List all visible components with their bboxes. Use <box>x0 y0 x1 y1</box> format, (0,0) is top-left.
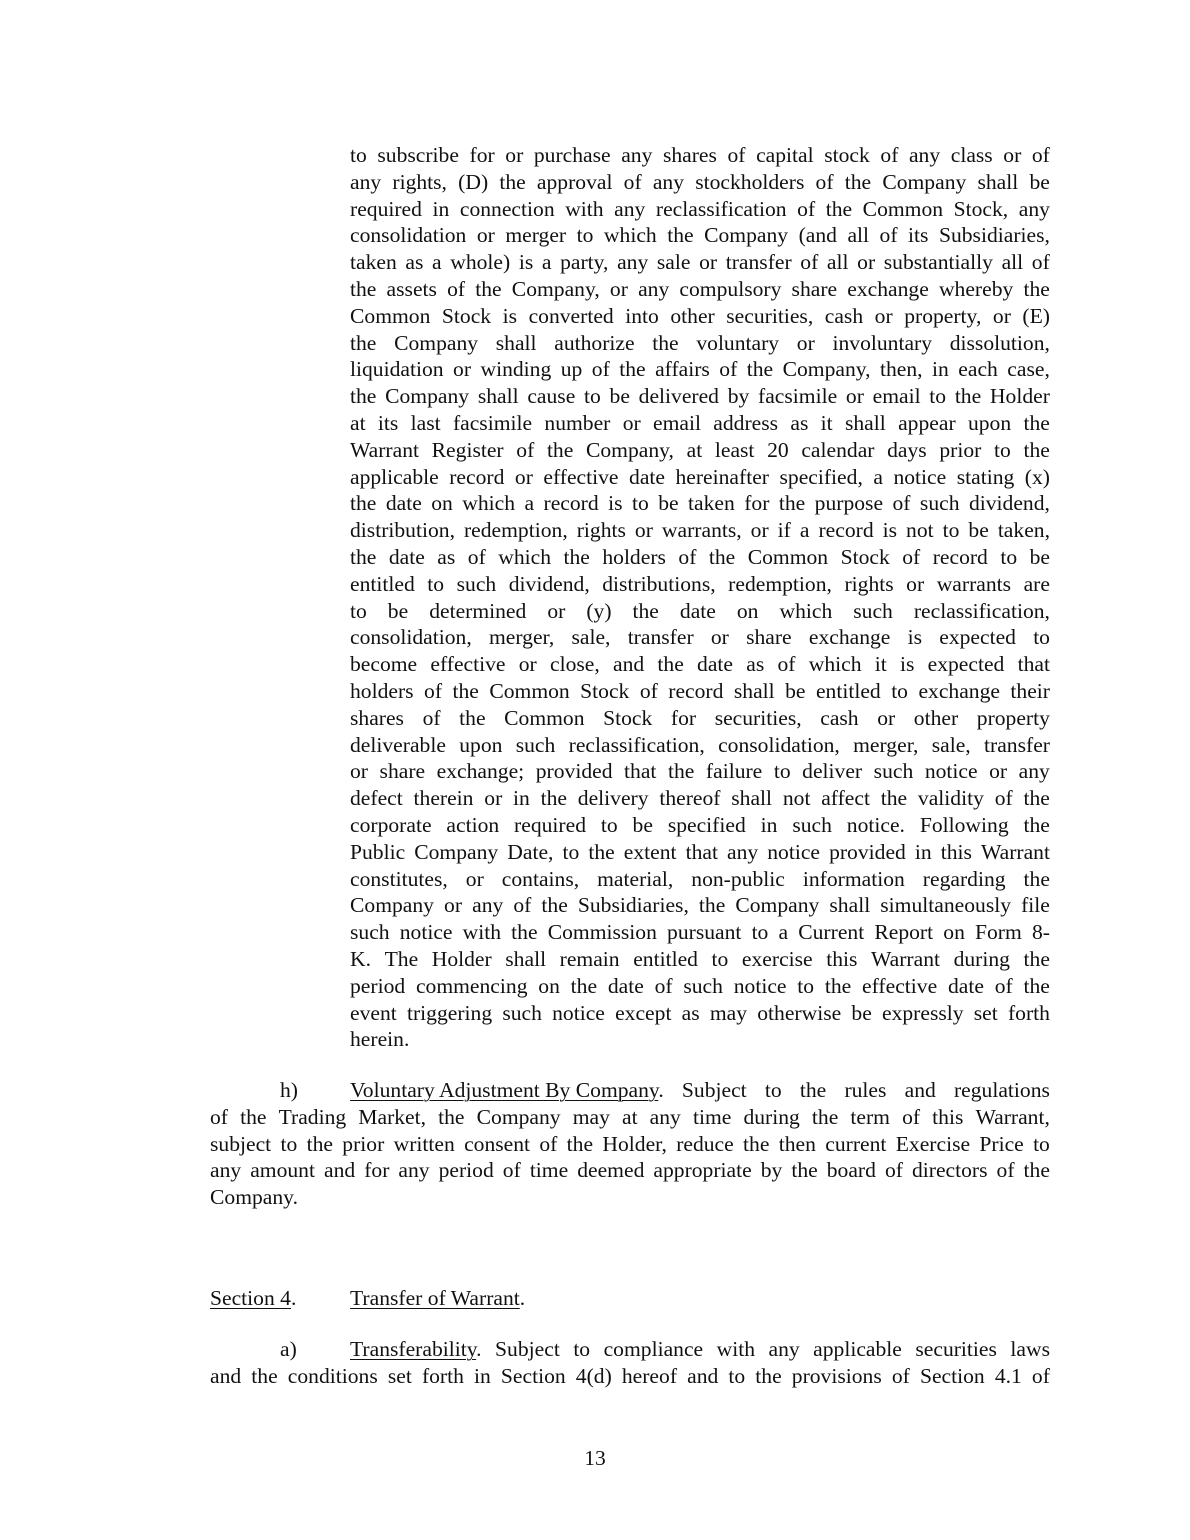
subsection-h-body <box>210 1104 1050 1211</box>
text-line: defect therein or in the delivery thereof shall not affect the validity of the <box>350 786 1050 811</box>
subsection-h-heading-punct: . <box>658 1078 664 1102</box>
text-line: any rights, (D) the approval of any stockholders of the Company shall be <box>350 169 1050 194</box>
text-line: to be determined or (y) the date on which such reclassification, <box>350 598 1050 623</box>
text-line: required in connection with any reclassification of the Common Stock, any <box>350 196 1050 221</box>
text-line: shares of the Common Stock for securities, cash or other property <box>350 705 1050 730</box>
section-number-text: Section 4 <box>210 1286 291 1310</box>
text-line: taken as a whole) is a party, any sale or transfer of all or substantially all of <box>350 250 1050 275</box>
section-number <box>210 1285 296 1312</box>
subsection-a-heading: Transferability <box>350 1337 477 1361</box>
section-title <box>350 1285 525 1312</box>
section-title-text: Transfer of Warrant <box>350 1286 520 1310</box>
text-line: the date on which a record is to be taken for the purpose of such dividend, <box>350 491 1050 516</box>
text-line: any amount and for any period of time deemed appropriate by the board of directors of the <box>210 1158 1050 1183</box>
text-line: Company. <box>210 1185 298 1210</box>
text-line: Public Company Date, to the extent that any notice provided in this Warrant <box>350 839 1050 864</box>
text-line: at its last facsimile number or email address as it shall appear upon the <box>350 410 1050 435</box>
section-number-punct: . <box>290 1286 297 1310</box>
text-line: subject to the prior written consent of the Holder, reduce the then current Exercise Price to <box>210 1131 1050 1156</box>
text-line: Company or any of the Subsidiaries, the Company shall simultaneously file <box>350 893 1050 918</box>
text-line: distribution, redemption, rights or warrants, or if a record is not to be taken, <box>350 518 1050 543</box>
text-line: consolidation or merger to which the Company (and all of its Subsidiaries, <box>350 223 1050 248</box>
text-line: the Company shall cause to be delivered by facsimile or email to the Holder <box>350 384 1050 409</box>
text-line: holders of the Common Stock of record shall be entitled to exchange their <box>350 678 1050 703</box>
subsection-a-paragraph <box>210 1336 1050 1390</box>
subsection-h-label: h) <box>280 1078 298 1102</box>
text-line: corporate action required to be specified in such notice. Following the <box>350 812 1050 837</box>
text-line: and the conditions set forth in Section 4(d) hereof and to the provisions of Section 4.1 of <box>210 1363 1050 1388</box>
text-line: to subscribe for or purchase any shares of capital stock of any class or of <box>350 143 1050 167</box>
subsection-a-first-line: a) Transferability. Subject to compliance with any applicable securities laws <box>280 1337 1050 1361</box>
text-line: become effective or close, and the date as of which it is expected that <box>350 652 1050 677</box>
subsection-a-heading-punct: . <box>476 1337 482 1361</box>
text-line: deliverable upon such reclassification, consolidation, merger, sale, transfer <box>350 732 1050 757</box>
subsection-h-first-line: h) Voluntary Adjustment By Company. Subject to the rules and regulations <box>280 1078 1050 1102</box>
subsection-a-body <box>210 1363 1050 1390</box>
text-line: period commencing on the date of such notice to the effective date of the <box>350 973 1050 998</box>
text-line: the assets of the Company, or any compulsory share exchange whereby the <box>350 276 1050 301</box>
text-line: consolidation, merger, sale, transfer or share exchange is expected to <box>350 625 1050 650</box>
page-number: 13 <box>584 1446 606 1470</box>
text-line: herein. <box>350 1027 410 1052</box>
text-line: of the Trading Market, the Company may at any time during the term of this Warrant, <box>210 1104 1050 1129</box>
text-line: such notice with the Commission pursuant to a Current Report on Form 8- <box>350 920 1050 945</box>
text-line: the Company shall authorize the voluntary or involuntary dissolution, <box>350 330 1050 355</box>
text-line: entitled to such dividend, distributions, redemption, rights or warrants are <box>350 571 1050 596</box>
subsection-h-paragraph <box>210 1077 1050 1211</box>
text-line: constitutes, or contains, material, non-public information regarding the <box>350 866 1050 891</box>
subsection-h-heading: Voluntary Adjustment By Company <box>350 1078 659 1102</box>
text-line: applicable record or effective date hereinafter specified, a notice stating (x) <box>350 464 1050 489</box>
text-line: Common Stock is converted into other securities, cash or property, or (E) <box>350 303 1050 328</box>
text-line: or share exchange; provided that the failure to deliver such notice or any <box>350 759 1050 784</box>
text-line: liquidation or winding up of the affairs of the Company, then, in each case, <box>350 357 1050 382</box>
text-line: Warrant Register of the Company, at least 20 calendar days prior to the <box>350 437 1050 462</box>
section-title-punct: . <box>519 1286 526 1310</box>
text-line: event triggering such notice except as may otherwise be expressly set forth <box>350 1000 1050 1025</box>
subsection-a-label: a) <box>280 1337 297 1361</box>
subsection-h-heading-wrap <box>350 1077 664 1104</box>
continuation-paragraph <box>350 142 1050 1053</box>
text-line: the date as of which the holders of the Common Stock of record to be <box>350 544 1050 569</box>
text-line: K. The Holder shall remain entitled to exercise this Warrant during the <box>350 946 1050 971</box>
subsection-a-heading-wrap <box>350 1336 482 1363</box>
